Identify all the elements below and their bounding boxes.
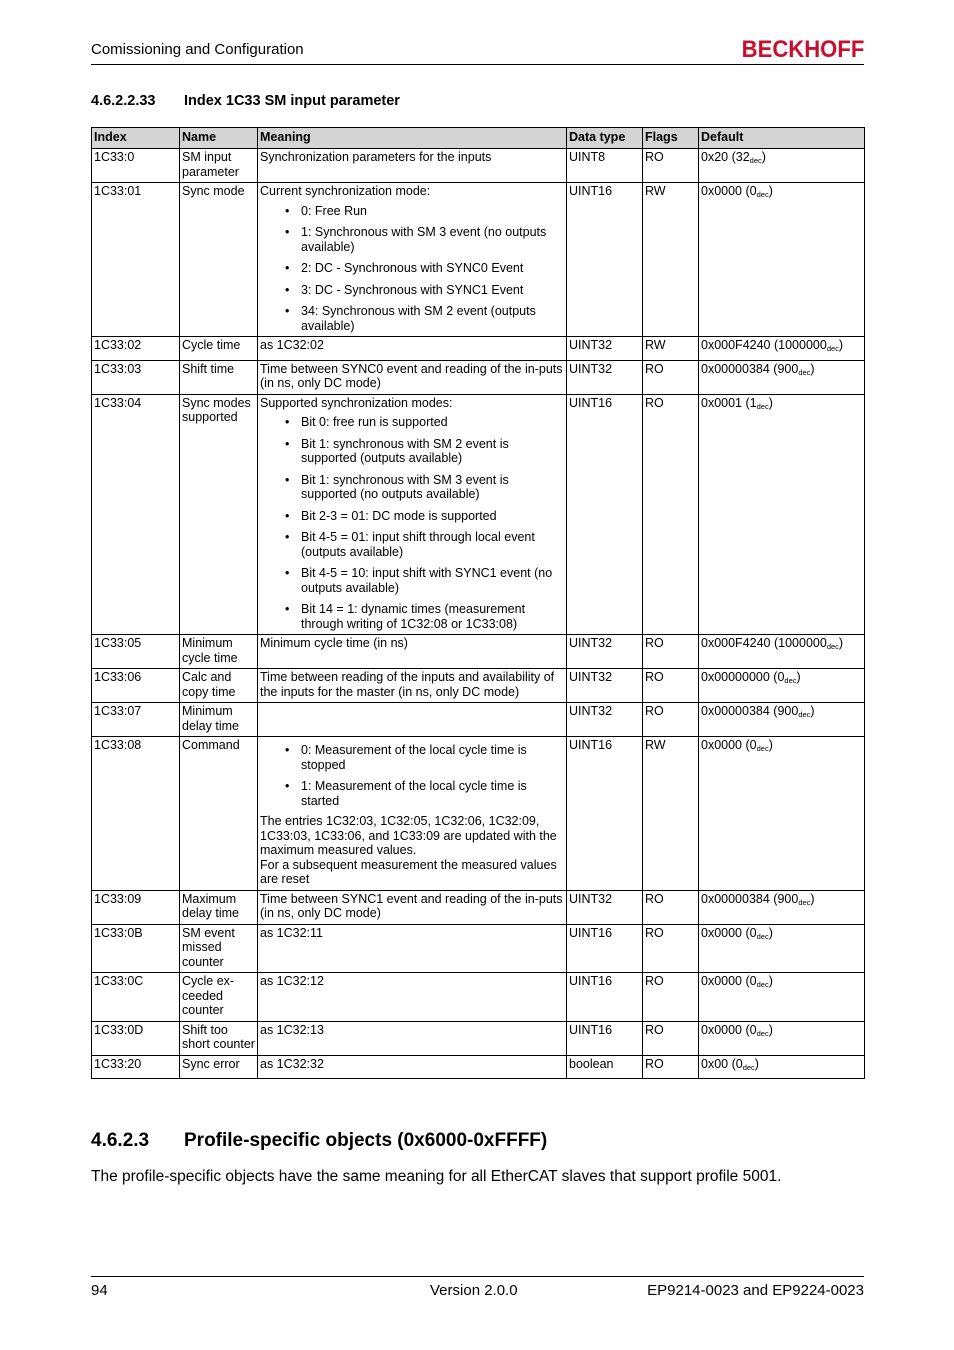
default-subscript: dec [756,931,769,941]
meaning-bullet: • 0: Measurement of the local cycle time is stopped [301,743,564,772]
cell-default [699,703,865,737]
default-subscript: dec [756,1028,769,1038]
cell-default [699,1055,865,1079]
meaning-text: Supported synchronization modes: [260,395,453,410]
meaning-bullet-list [260,204,564,334]
default-subscript: dec [756,401,769,411]
cell-data-type: UINT32 [567,669,643,703]
cell-meaning [258,337,567,361]
cell-data-type: UINT32 [567,635,643,669]
table-row [92,394,865,635]
subsection-heading [91,1130,547,1152]
cell-name: Command [180,737,258,891]
cell-default [699,360,865,394]
cell-default [699,924,865,973]
cell-default [699,635,865,669]
cell-name: Sync modes supported [180,394,258,635]
default-value: 0x000F4240 (1000000 [701,636,827,650]
meaning-bullet: • Bit 14 = 1: dynamic times (measurement through writing of 1C32:08 or 1C33:08) [301,602,564,631]
cell-name: Maximum delay time [180,890,258,924]
default-close: ) [810,891,815,906]
cell-index: 1C33:03 [92,360,180,394]
table-row [92,1055,865,1079]
cell-flags: RO [643,149,699,183]
default-close: ) [768,395,773,410]
table-row [92,737,865,891]
cell-meaning [258,973,567,1022]
default-close: ) [768,1022,773,1037]
meaning-text: Synchronization parameters for the inputs [260,150,492,164]
default-subscript: dec [826,344,839,353]
cell-name: Shift time [180,360,258,394]
cell-meaning [258,635,567,669]
default-value: 0x00000384 (900 [701,704,799,718]
cell-default [699,337,865,361]
cell-meaning [258,703,567,737]
subsection-title: Profile-specific objects (0x6000-0xFFFF) [184,1130,548,1151]
section-number: 4.6.2.2.33 [91,93,156,109]
cell-name: SM event missed counter [180,924,258,973]
cell-data-type: UINT32 [567,360,643,394]
cell-name: Calc and copy time [180,669,258,703]
cell-meaning [258,669,567,703]
meaning-bullet-list [260,415,564,631]
subsection-number: 4.6.2.3 [91,1130,150,1151]
default-value: 0x00 (0 [701,1056,743,1071]
cell-name: Shift too short counter [180,1021,258,1055]
cell-index: 1C33:05 [92,635,180,669]
default-value: 0x0000 (0 [701,925,757,940]
table-row [92,1021,865,1055]
default-subscript: dec [798,710,811,719]
cell-data-type: UINT16 [567,924,643,973]
default-close: ) [810,704,815,718]
cell-index: 1C33:0B [92,924,180,973]
cell-data-type: UINT32 [567,337,643,361]
page-number: 94 [91,1282,108,1299]
cell-meaning [258,183,567,337]
meaning-text: Current synchronization mode: [260,184,431,198]
meaning-text: Time between SYNC0 event and reading of the in-puts (in ns, only DC mode) [260,361,563,390]
cell-index: 1C33:01 [92,183,180,337]
table-header-row [92,128,865,149]
page-header [91,38,864,65]
meaning-bullet-list [260,743,564,808]
default-subscript: dec [826,642,839,651]
default-close: ) [838,636,844,650]
default-subscript: dec [784,676,797,685]
meaning-text: as 1C32:11 [260,925,324,940]
meaning-bullet: • Bit 4-5 = 01: input shift through local event (outputs available) [301,530,564,559]
default-value: 0x00000000 (0 [701,670,785,684]
default-value: 0x0001 (1 [701,395,757,410]
default-close: ) [754,1056,759,1071]
meaning-bullet: • 3: DC - Synchronous with SYNC1 Event [301,283,564,298]
meaning-bullet: • 1: Measurement of the local cycle time is started [301,779,564,808]
meaning-text: Time between reading of the inputs and availability of the inputs for the master (in ns, only DC mode) [260,670,555,699]
cell-index: 1C33:0 [92,149,180,183]
column-header-flags: Flags [643,128,699,149]
cell-default [699,394,865,635]
default-close: ) [838,338,844,352]
default-close: ) [796,670,801,684]
cell-data-type: UINT32 [567,890,643,924]
cell-meaning [258,394,567,635]
cell-index: 1C33:09 [92,890,180,924]
column-header-index: Index [92,128,180,149]
meaning-bullet: • Bit 4-5 = 10: input shift with SYNC1 event (no outputs available) [301,566,564,595]
default-subscript: dec [756,980,769,989]
cell-default [699,669,865,703]
meaning-text: as 1C32:13 [260,1022,324,1037]
cell-meaning [258,1021,567,1055]
cell-flags: RO [643,924,699,973]
meaning-text: Time between SYNC1 event and reading of the in-puts (in ns, only DC mode) [260,891,563,920]
meaning-bullet: • 34: Synchronous with SM 2 event (outputs available) [301,304,564,333]
object-table [91,127,865,1079]
beckhoff-logo: BECKHOFF [741,36,864,63]
meaning-text: Minimum cycle time (in ns) [260,636,408,650]
table-row [92,669,865,703]
default-close: ) [768,184,773,198]
cell-data-type: UINT16 [567,973,643,1022]
meaning-bullet: • Bit 1: synchronous with SM 3 event is supported (no outputs available) [301,473,564,502]
default-value: 0x00000384 (900 [701,891,799,906]
cell-flags: RO [643,890,699,924]
cell-name: Cycle ex-ceeded counter [180,973,258,1022]
cell-flags: RO [643,973,699,1022]
cell-flags: RW [643,337,699,361]
default-close: ) [768,925,773,940]
default-value: 0x0000 (0 [701,974,757,988]
cell-index: 1C33:06 [92,669,180,703]
default-value: 0x0000 (0 [701,184,757,198]
default-value: 0x000F4240 (1000000 [701,338,827,352]
section-title: Index 1C33 SM input parameter [184,93,400,109]
cell-default [699,973,865,1022]
cell-data-type: boolean [567,1055,643,1079]
meaning-text: as 1C32:02 [260,338,324,352]
cell-flags: RO [643,394,699,635]
default-value: 0x00000384 (900 [701,361,799,376]
column-header-name: Name [180,128,258,149]
table-row [92,337,865,361]
cell-data-type: UINT16 [567,394,643,635]
default-value: 0x0000 (0 [701,1022,757,1037]
default-subscript: dec [749,156,762,165]
cell-flags: RO [643,1021,699,1055]
cell-flags: RO [643,360,699,394]
default-close: ) [768,974,773,988]
cell-name: Sync mode [180,183,258,337]
meaning-text: as 1C32:12 [260,974,324,988]
meaning-bullet: • Bit 0: free run is supported [301,415,564,430]
table-row [92,183,865,337]
cell-index: 1C33:0C [92,973,180,1022]
cell-meaning [258,924,567,973]
meaning-note: The entries 1C32:03, 1C32:05, 1C32:06, 1C32:09, 1C33:03, 1C33:06, and 1C33:09 are updated with the maximum measured values. [260,814,557,857]
cell-default [699,183,865,337]
default-subscript: dec [798,897,811,907]
default-value: 0x20 (32 [701,150,750,164]
cell-name: Sync error [180,1055,258,1079]
meaning-note: For a subsequent measurement the measured values are reset [260,857,557,886]
meaning-bullet: • Bit 2-3 = 01: DC mode is supported [301,509,564,524]
cell-meaning [258,149,567,183]
cell-meaning [258,737,567,891]
default-value: 0x0000 (0 [701,738,757,752]
header-title: Comissioning and Configuration [91,41,304,58]
cell-flags: RO [643,669,699,703]
meaning-bullet: • Bit 1: synchronous with SM 2 event is supported (outputs available) [301,437,564,466]
cell-data-type: UINT16 [567,1021,643,1055]
meaning-text: as 1C32:32 [260,1056,324,1071]
cell-flags: RO [643,703,699,737]
cell-index: 1C33:20 [92,1055,180,1079]
table-row [92,703,865,737]
cell-meaning [258,360,567,394]
default-subscript: dec [742,1062,755,1072]
cell-flags: RW [643,737,699,891]
column-header-meaning: Meaning [258,128,567,149]
meaning-bullet: • 2: DC - Synchronous with SYNC0 Event [301,261,564,276]
default-close: ) [810,361,815,376]
product-name: EP9214-0023 and EP9224-0023 [647,1282,864,1299]
default-close: ) [761,150,766,164]
cell-default [699,890,865,924]
column-header-default: Default [699,128,865,149]
table-body [92,149,865,1079]
column-header-data-type: Data type [567,128,643,149]
table-row [92,635,865,669]
cell-index: 1C33:0D [92,1021,180,1055]
table-row [92,924,865,973]
cell-default [699,737,865,891]
cell-data-type: UINT16 [567,183,643,337]
page-footer [91,1276,864,1307]
cell-meaning [258,890,567,924]
meaning-bullet: • 0: Free Run [301,204,564,219]
cell-default [699,1021,865,1055]
cell-index: 1C33:08 [92,737,180,891]
cell-index: 1C33:04 [92,394,180,635]
cell-meaning [258,1055,567,1079]
cell-name: Cycle time [180,337,258,361]
cell-flags: RO [643,1055,699,1079]
cell-name: Minimum delay time [180,703,258,737]
document-version: Version 2.0.0 [430,1282,518,1299]
cell-data-type: UINT32 [567,703,643,737]
cell-default [699,149,865,183]
meaning-bullet: • 1: Synchronous with SM 3 event (no outputs available) [301,225,564,254]
table-row [92,890,865,924]
table-row [92,149,865,183]
default-close: ) [768,738,773,752]
cell-flags: RW [643,183,699,337]
default-subscript: dec [756,744,769,753]
table-row [92,360,865,394]
cell-name: SM input parameter [180,149,258,183]
table-row [92,973,865,1022]
default-subscript: dec [756,190,769,199]
cell-index: 1C33:02 [92,337,180,361]
default-subscript: dec [798,367,811,377]
cell-flags: RO [643,635,699,669]
body-paragraph: The profile-specific objects have the same meaning for all EtherCAT slaves that support profile 5001. [91,1168,782,1185]
cell-name: Minimum cycle time [180,635,258,669]
cell-data-type: UINT16 [567,737,643,891]
cell-data-type: UINT8 [567,149,643,183]
section-heading [91,93,400,109]
cell-index: 1C33:07 [92,703,180,737]
